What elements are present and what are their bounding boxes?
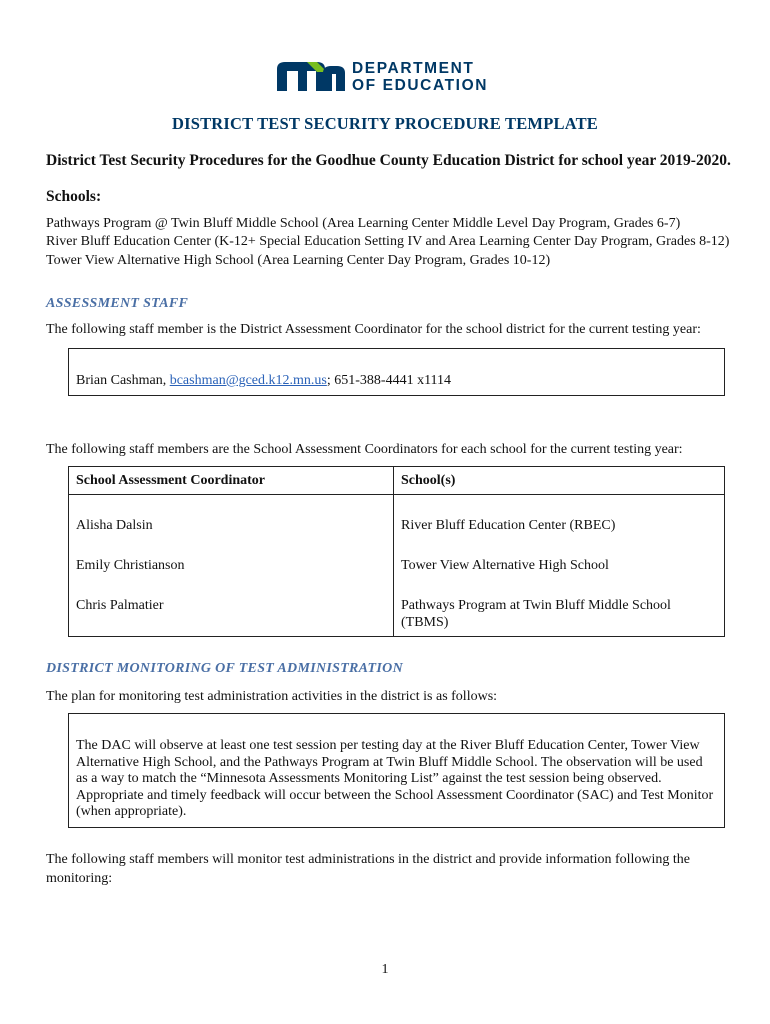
logo-line-1: DEPARTMENT bbox=[352, 60, 475, 77]
department-of-education-logo bbox=[277, 58, 497, 98]
sac-intro: The following staff members are the School Assessment Coordinators for each school for the current testing year: bbox=[46, 442, 683, 457]
monitoring-plan-text: The DAC will observe at least one test session per testing day at the River Bluff Education Center, Tower View Alternative High School, and the Pathways Program at Twin Bluff Middle School. The observation will be used as a way to match the “Minnesota Assessments Monitoring List” against the test session being observed. Appropriate and timely feedback will occur between the School Assessment Coordinator (SAC) and Test Monitor (when appropriate). bbox=[76, 738, 714, 819]
mn-logo-icon bbox=[277, 61, 345, 91]
school-item-3: Tower View Alternative High School (Area Learning Center Day Program, Grades 10-12) bbox=[46, 253, 551, 268]
table-cell-coordinator: Alisha Dalsin bbox=[69, 495, 394, 536]
sac-table bbox=[68, 466, 725, 637]
assessment-staff-heading: ASSESSMENT STAFF bbox=[46, 296, 189, 311]
dac-intro: The following staff member is the District Assessment Coordinator for the school district for the current testing year: bbox=[46, 322, 701, 337]
school-item-1: Pathways Program @ Twin Bluff Middle School (Area Learning Center Middle Level Day Program, Grades 6-7) bbox=[46, 216, 681, 231]
monitoring-staff-intro: The following staff members will monitor test administrations in the district and provide information following the monitoring: bbox=[46, 852, 691, 886]
dac-contact bbox=[76, 373, 724, 390]
table-row bbox=[69, 535, 725, 575]
dac-email-link[interactable]: bcashman@gced.k12.mn.us bbox=[169, 373, 327, 388]
table-cell-coordinator: Chris Palmatier bbox=[69, 575, 394, 637]
table-cell-coordinator: Emily Christianson bbox=[69, 535, 394, 575]
schools-heading: Schools: bbox=[46, 188, 102, 205]
dac-phone: ; 651-388-4441 x1114 bbox=[326, 373, 452, 388]
page-number: 1 bbox=[381, 962, 389, 977]
table-header-row bbox=[69, 467, 725, 495]
logo-line-2: OF EDUCATION bbox=[352, 77, 489, 94]
monitoring-intro: The plan for monitoring test administration activities in the district is as follows: bbox=[46, 689, 498, 704]
table-header-schools: School(s) bbox=[394, 467, 725, 495]
table-cell-school: Pathways Program at Twin Bluff Middle School (TBMS) bbox=[394, 575, 725, 637]
table-cell-school: Tower View Alternative High School bbox=[394, 535, 725, 575]
school-item-2: River Bluff Education Center (K-12+ Special Education Setting IV and Area Learning Center Day Program, Grades 8-12) bbox=[46, 234, 730, 249]
intro-statement: District Test Security Procedures for the Goodhue County Education District for school year 2019-2020. bbox=[46, 152, 731, 169]
dac-name: Brian Cashman, bbox=[76, 373, 170, 388]
table-cell-school: River Bluff Education Center (RBEC) bbox=[394, 495, 725, 536]
dac-box bbox=[68, 348, 725, 396]
monitoring-heading: DISTRICT MONITORING OF TEST ADMINISTRATION bbox=[46, 661, 403, 676]
document-title: DISTRICT TEST SECURITY PROCEDURE TEMPLATE bbox=[171, 114, 598, 133]
table-row bbox=[69, 495, 725, 536]
logo-wordmark bbox=[352, 60, 488, 94]
table-row bbox=[69, 575, 725, 637]
table-header-coordinator: School Assessment Coordinator bbox=[69, 467, 394, 495]
monitoring-plan-box bbox=[68, 713, 725, 828]
